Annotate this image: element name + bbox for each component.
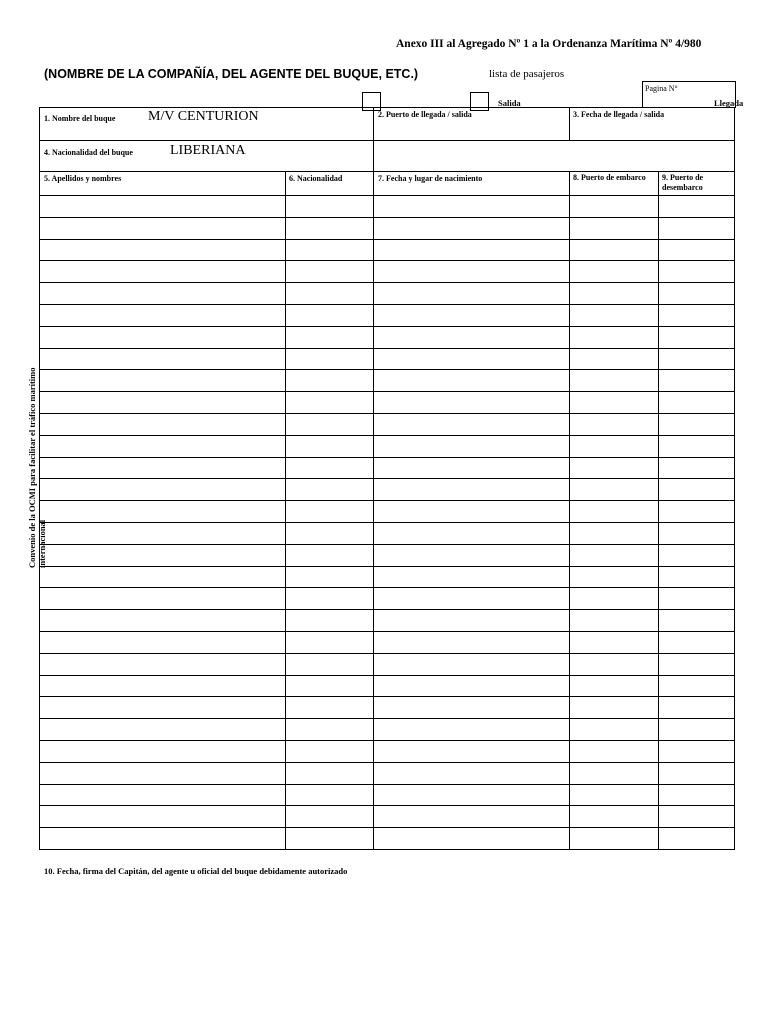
col6-header: 6. Nacionalidad [289, 174, 343, 183]
table-row[interactable] [40, 740, 734, 741]
table-row[interactable] [40, 260, 734, 261]
table-row[interactable] [40, 217, 734, 218]
table-row[interactable] [40, 369, 734, 370]
table-row[interactable] [40, 348, 734, 349]
table-row[interactable] [40, 522, 734, 523]
page-number-label: Pagina N° [645, 84, 678, 93]
annex-title: Anexo III al Agregado Nº 1 a la Ordenanza Marítima Nº 4/980 [396, 38, 702, 50]
table-row[interactable] [40, 478, 734, 479]
col9-header: 9. Puerto de desembarco [662, 173, 704, 192]
table-row[interactable] [40, 457, 734, 458]
passenger-form-table [39, 107, 735, 850]
salida-label: Salida [498, 98, 521, 108]
table-row[interactable] [40, 435, 734, 436]
field1-label: 1. Nombre del buque [44, 114, 116, 123]
table-row[interactable] [40, 805, 734, 806]
list-type-label: lista de pasajeros [489, 68, 565, 80]
ocmi-convention-label: Convenio de la OCMI para facilitar el tráfico marítimo internacional [27, 367, 47, 568]
table-row[interactable] [40, 675, 734, 676]
table-row[interactable] [40, 653, 734, 654]
col8-header: 8. Puerto de embarco [573, 173, 646, 182]
table-row[interactable] [40, 566, 734, 567]
table-row[interactable] [40, 827, 734, 828]
table-row[interactable] [40, 500, 734, 501]
field4-label: 4. Nacionalidad del buque [44, 148, 133, 157]
table-row[interactable] [40, 587, 734, 588]
ship-nationality-value[interactable]: LIBERIANA [170, 143, 246, 158]
col5-header: 5. Apellidos y nombres [44, 174, 122, 183]
table-row[interactable] [40, 282, 734, 283]
table-row[interactable] [40, 326, 734, 327]
field2-label: 2. Puerto de llegada / salida [378, 110, 472, 119]
field3-label: 3. Fecha de llegada / salida [573, 110, 665, 119]
table-row[interactable] [40, 784, 734, 785]
ship-name-value[interactable]: M/V CENTURION [148, 109, 259, 124]
table-row[interactable] [40, 391, 734, 392]
table-row[interactable] [40, 304, 734, 305]
table-row[interactable] [40, 239, 734, 240]
table-row[interactable] [40, 195, 734, 196]
table-row[interactable] [40, 544, 734, 545]
company-line: (NOMBRE DE LA COMPAÑÍA, DEL AGENTE DEL BUQUE, ETC.) [44, 67, 419, 81]
table-row[interactable] [40, 631, 734, 632]
table-row[interactable] [40, 413, 734, 414]
table-row[interactable] [40, 762, 734, 763]
col7-header: 7. Fecha y lugar de nacimiento [378, 174, 483, 183]
table-row[interactable] [40, 696, 734, 697]
table-row[interactable] [40, 718, 734, 719]
table-row[interactable] [40, 609, 734, 610]
llegada-label: Llegada [714, 98, 744, 108]
field10-signature-label: 10. Fecha, firma del Capitán, del agente u oficial del buque debidamente autorizado [44, 866, 348, 876]
